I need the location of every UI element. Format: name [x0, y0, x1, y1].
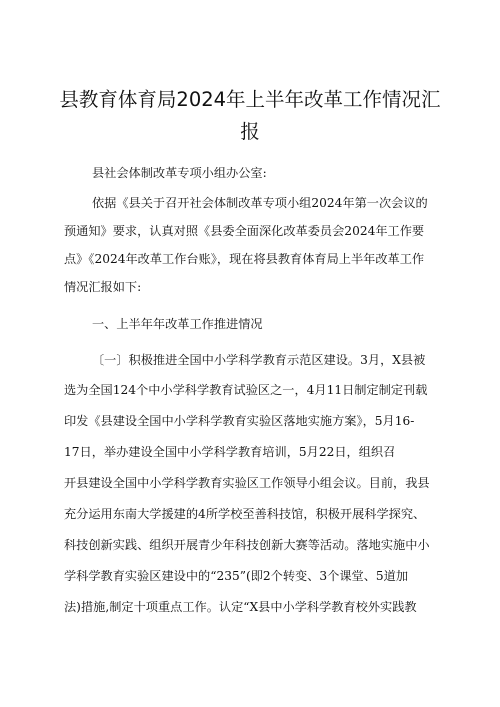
- section-heading: 一、上半年年改革工作推进情况: [92, 317, 263, 331]
- paragraph-line-9: 法)措施,制定十项重点工作。认定“X县中小学科学教育校外实践教: [64, 600, 417, 614]
- paragraph-line-5: 开县建设全国中小学科学教育实验区工作领导小组会议。目前，我县: [64, 476, 430, 490]
- intro-line-1: 依据《县关于召开社会体制改革专项小组2024年第一次会议的: [92, 196, 428, 210]
- title-line-1: 县教育体育局2024年上半年改革工作情况汇: [59, 88, 441, 111]
- paragraph-line-1: 〔一〕积极推进全国中小学科学教育示范区建设。3月，X县被: [92, 353, 426, 367]
- intro-line-4: 情况汇报如下:: [64, 280, 142, 294]
- paragraph-line-3: 印发《县建设全国中小学科学教育实验区落地实施方案》，5月16-: [64, 414, 415, 428]
- document-title: [40, 84, 460, 148]
- paragraph-line-4: 17日，举办建设全国中小学科学教育培训，5月22日，组织召: [64, 445, 396, 459]
- paragraph-line-6: 充分运用东南大学援建的4所学校至善科技馆，积极开展科学探究、: [64, 507, 426, 521]
- paragraph-line-8: 学科学教育实验区建设中的“235”(即2个转变、3个课堂、5道加: [64, 569, 409, 583]
- title-line-2: 报: [240, 120, 260, 143]
- intro-line-3: 点》《2024年改革工作台账》，现在将县教育体育局上半年改革工作: [64, 252, 425, 266]
- intro-line-2: 预通知》要求，认真对照《县委全面深化改革委员会2024年工作要: [64, 224, 425, 238]
- salutation: 县社会体制改革专项小组办公室:: [92, 166, 267, 180]
- paragraph-line-7: 科技创新实践、组织开展青少年科技创新大赛等活动。落地实施中小: [64, 538, 430, 552]
- paragraph-line-2: 选为全国124个中小学科学教育试验区之一，4月11日制定制定刊载: [64, 383, 428, 397]
